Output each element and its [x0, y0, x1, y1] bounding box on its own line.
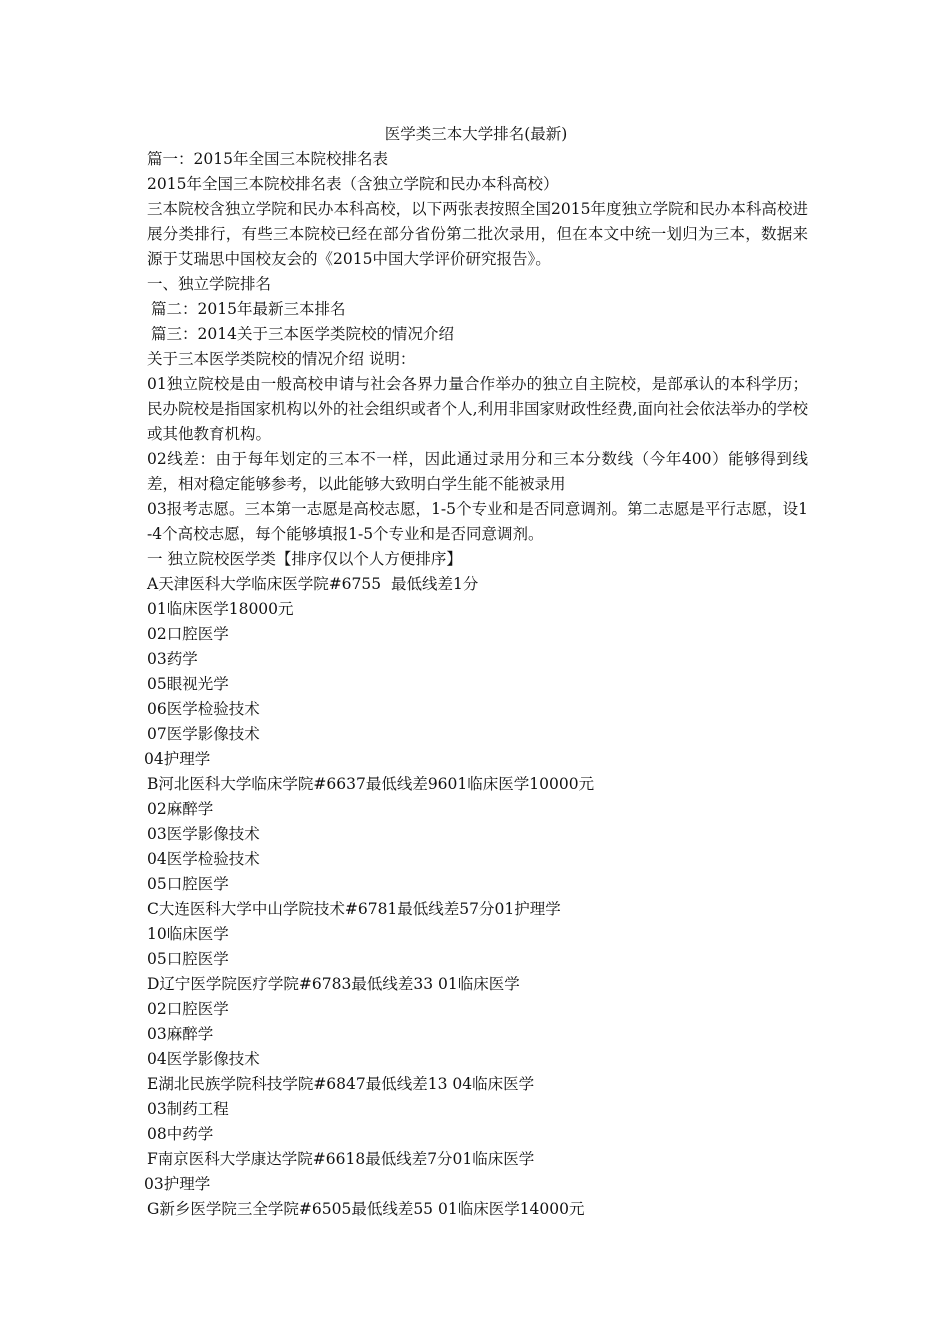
paragraph: B河北医科大学临床学院#6637最低线差9601临床医学10000元: [147, 775, 595, 793]
paragraph: G新乡医学院三全学院#6505最低线差55 01临床医学14000元: [147, 1200, 585, 1218]
paragraph: 一 独立院校医学类【排序仅以个人方便排序】: [147, 550, 462, 568]
paragraph: 03医学影像技术: [147, 825, 260, 843]
paragraph: 05口腔医学: [147, 950, 229, 968]
paragraph: A天津医科大学临床医学院#6755 最低线差1分: [147, 575, 479, 593]
paragraph: 一、独立学院排名: [147, 275, 272, 293]
paragraph: 01独立院校是由一般高校申请与社会各界力量合作举办的独立自主院校，是部承认的本科学历；民办院校是指国家机构以外的社会组织或者个人,利用非国家财政性经费,面向社会依法举办的学校或其他教育机构。: [147, 375, 808, 443]
paragraph: 02口腔医学: [147, 1000, 229, 1018]
document-body: [144, 147, 808, 1222]
paragraph: 篇二：2015年最新三本排名: [151, 300, 346, 318]
paragraph: 10临床医学: [147, 925, 229, 943]
paragraph: 04医学检验技术: [147, 850, 260, 868]
paragraph: 01临床医学18000元: [147, 600, 294, 618]
paragraph: 05眼视光学: [147, 675, 229, 693]
paragraph: 04护理学: [144, 750, 211, 768]
paragraph: 03药学: [147, 650, 198, 668]
paragraph: 2015年全国三本院校排名表（含独立学院和民办本科高校）: [147, 175, 559, 193]
paragraph: 篇三：2014关于三本医学类院校的情况介绍: [151, 325, 454, 343]
paragraph: C大连医科大学中山学院技术#6781最低线差57分01护理学: [147, 900, 561, 918]
paragraph: 02口腔医学: [147, 625, 229, 643]
paragraph: 03麻醉学: [147, 1025, 214, 1043]
paragraph: 07医学影像技术: [147, 725, 260, 743]
paragraph: D辽宁医学院医疗学院#6783最低线差33 01临床医学: [147, 975, 520, 993]
paragraph: 06医学检验技术: [147, 700, 260, 718]
paragraph: 05口腔医学: [147, 875, 229, 893]
paragraph: 三本院校含独立学院和民办本科高校，以下两张表按照全国2015年度独立学院和民办本科高校进展分类排行，有些三本院校已经在部分省份第二批次录用，但在本文中统一划归为三本，数据来源于艾瑞思中国校友会的《2015中国大学评价研究报告》。: [147, 200, 808, 268]
paragraph: 02麻醉学: [147, 800, 214, 818]
paragraph: 03护理学: [144, 1175, 211, 1193]
paragraph: 03制药工程: [147, 1100, 229, 1118]
paragraph: 04医学影像技术: [147, 1050, 260, 1068]
paragraph: E湖北民族学院科技学院#6847最低线差13 04临床医学: [147, 1075, 535, 1093]
paragraph: F南京医科大学康达学院#6618最低线差7分01临床医学: [147, 1150, 535, 1168]
document-title: 医学类三本大学排名(最新): [384, 125, 568, 143]
paragraph: 篇一：2015年全国三本院校排名表: [147, 150, 388, 168]
paragraph: 02线差：由于每年划定的三本不一样，因此通过录用分和三本分数线（今年400）能够得到线差，相对稳定能够参考，以此能够大致明白学生能不能被录用: [147, 450, 808, 493]
paragraph: 08中药学: [147, 1125, 214, 1143]
paragraph: 03报考志愿。三本第一志愿是高校志愿，1-5个专业和是否同意调剂。第二志愿是平行志愿，设1-4个高校志愿，每个能够填报1-5个专业和是否同意调剂。: [147, 500, 808, 543]
paragraph: 关于三本医学类院校的情况介绍 说明：: [147, 350, 416, 368]
